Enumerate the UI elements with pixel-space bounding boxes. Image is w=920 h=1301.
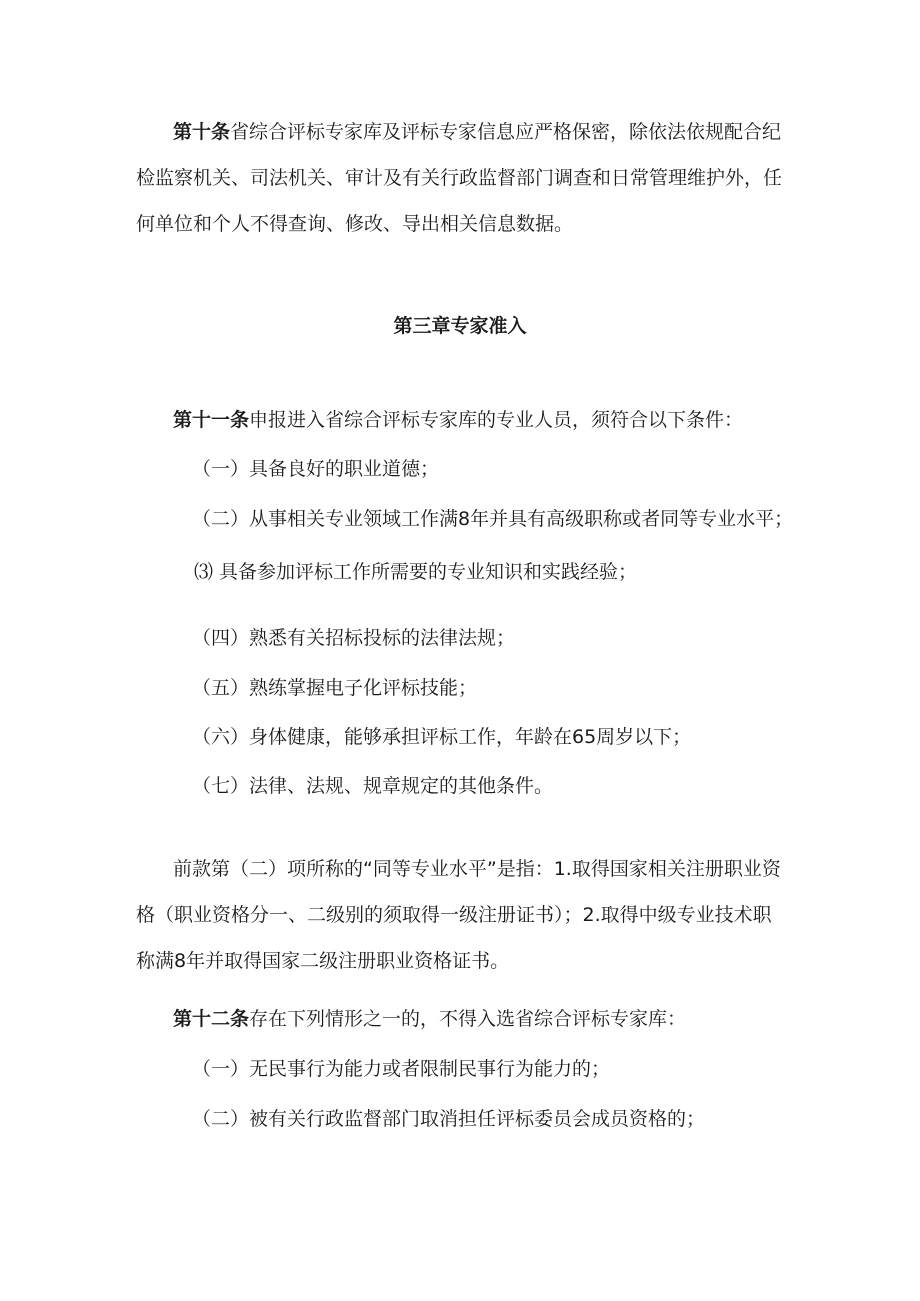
article-11-note: 前款第（二）项所称的“同等专业水平”是指：1.取得国家相关注册职业资格（职业资格分一、二级别的须取得一级注册证书）；2.取得中级专业技术职称满8年并取得国家二级注册职业资格证书。 xyxy=(136,858,781,972)
article-10-paragraph xyxy=(136,109,788,247)
article-11-item-1: （一）具备良好的职业道德； xyxy=(192,458,440,480)
article-11-item-5: （五）熟练掌握电子化评标技能； xyxy=(192,677,478,699)
article-12-text: 存在下列情形之一的，不得入选省综合评标专家库： xyxy=(249,1008,687,1030)
article-12-item-2: （二）被有关行政监督部门取消担任评标委员会成员资格的； xyxy=(192,1108,706,1130)
article-12-title: 第十二条 xyxy=(173,1008,250,1030)
article-10-title: 第十条 xyxy=(173,121,231,143)
article-11-item-6: （六）身体健康，能够承担评标工作，年龄在65周岁以下； xyxy=(192,726,692,748)
article-12-paragraph xyxy=(136,996,788,1042)
article-11-title: 第十一条 xyxy=(173,409,250,431)
article-11-item-3: ⑶ 具备参加评标工作所需要的专业知识和实践经验； xyxy=(194,561,638,583)
article-11-text: 申报进入省综合评标专家库的专业人员，须符合以下条件： xyxy=(249,409,744,431)
chapter-3-title: 第三章专家准入 xyxy=(393,315,527,337)
article-11-item-4: （四）熟悉有关招标投标的法律法规； xyxy=(192,627,516,649)
article-11-paragraph xyxy=(136,397,788,443)
article-11-item-2: （二）从事相关专业领域工作满8年并具有高级职称或者同等专业水平； xyxy=(192,508,794,530)
article-10-text: 省综合评标专家库及评标专家信息应严格保密，除依法依规配合纪检监察机关、司法机关、审计及有关行政监督部门调查和日常管理维护外，任何单位和个人不得查询、修改、导出相关信息数据。 xyxy=(136,121,783,235)
article-12-item-1: （一）无民事行为能力或者限制民事行为能力的； xyxy=(192,1058,611,1080)
article-11-item-7: （七）法律、法规、规章规定的其他条件。 xyxy=(192,775,554,797)
